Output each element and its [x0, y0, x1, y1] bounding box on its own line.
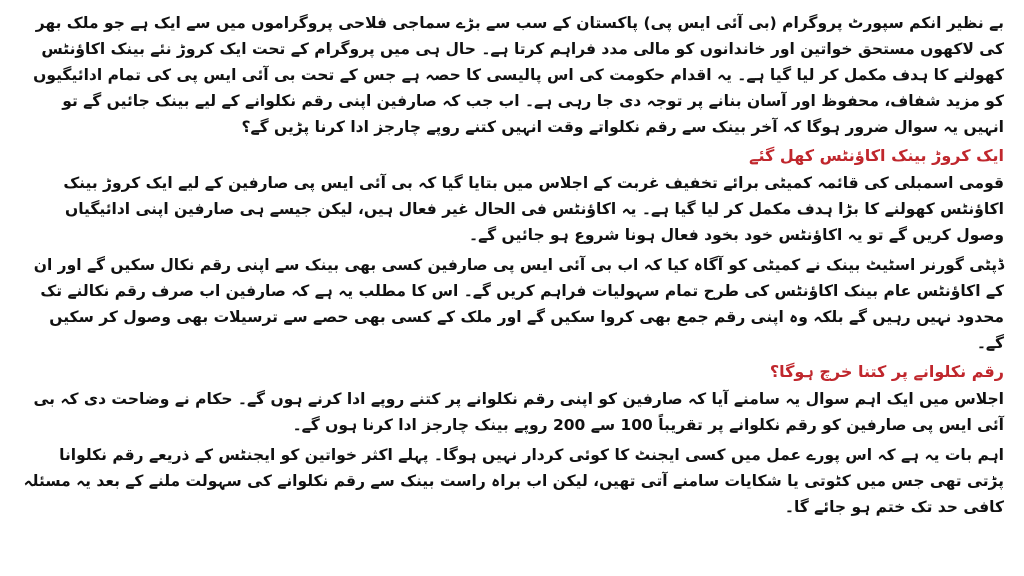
section-heading-withdrawal-cost: رقم نکلوانے پر کتنا خرچ ہوگا؟	[769, 362, 1004, 381]
article	[18, 10, 1004, 524]
intro-paragraph: بے نظیر انکم سپورٹ پروگرام (بی آئی ایس پی) پاکستان کے سب سے بڑے سماجی فلاحی پروگراموں میں سے ایک ہے جو ملک بھر کی لاکھوں مستحق خواتین اور خاندانوں کو مالی مدد فراہم کرتا ہے۔ حال ہی میں پروگرام کے تحت ایک کروڑ نئے بینک اکاؤنٹس کھولنے کا ہدف مکمل کر لیا گیا ہے۔ یہ اقدام حکومت کی اس پالیسی کا حصہ ہے جس کے تحت بی آئی ایس پی کی تمام ادائیگیوں کو مزید شفاف، محفوظ اور آسان بنانے پر توجہ دی جا رہی ہے۔ اب جب کہ صارفین اپنی رقم نکلوانے کے لیے بینک جائیں گے تو انہیں یہ سوال ضرور ہوگا کہ آخر بینک سے رقم نکلواتے وقت انہیں کتنے روپے چارجز ادا کرنا پڑیں گے؟	[33, 14, 1004, 136]
charges-paragraph: اجلاس میں ایک اہم سوال یہ سامنے آیا کہ صارفین کو اپنی رقم نکلوانے پر کتنے روپے ادا کرنے ہوں گے۔ حکام نے وضاحت دی کہ بی آئی ایس پی صارفین کو رقم نکلوانے پر تقریباً 100 سے 200 روپے بینک چارجز ادا کرنا ہوں گے۔	[33, 390, 1004, 434]
no-agent-paragraph: اہم بات یہ ہے کہ اس پورے عمل میں کسی ایجنٹ کا کوئی کردار نہیں ہوگا۔ پہلے اکثر خواتین کو ایجنٹس کے ذریعے رقم نکلوانا پڑتی تھی جس میں کٹوتی یا شکایات سامنے آتی تھیں، لیکن اب براہ راست بینک سے رقم نکلوانے کی سہولت ملنے کے بعد یہ مسئلہ کافی حد تک ختم ہو جائے گا۔	[23, 446, 1004, 516]
section-heading-accounts-opened: ایک کروڑ بینک اکاؤنٹس کھل گئے	[749, 146, 1004, 165]
deputy-governor-paragraph: ڈپٹی گورنر اسٹیٹ بینک نے کمیٹی کو آگاہ کیا کہ اب بی آئی ایس پی صارفین کسی بھی بینک سے اپنی رقم نکال سکیں گے اور ان کے اکاؤنٹس عام بینک اکاؤنٹس کی طرح تمام سہولیات فراہم کریں گے۔ اس کا مطلب یہ ہے کہ صارفین اب صرف رقم نکالنے تک محدود نہیں رہیں گے بلکہ وہ اپنی رقم جمع بھی کروا سکیں گے اور ملک کے کسی بھی حصے سے ترسیلات بھی وصول کر سکیں گے۔	[33, 256, 1004, 352]
committee-paragraph: قومی اسمبلی کی قائمہ کمیٹی برائے تخفیف غربت کے اجلاس میں بتایا گیا کہ بی آئی ایس پی صارفین کے لیے ایک کروڑ بینک اکاؤنٹس کھولنے کا بڑا ہدف مکمل کر لیا گیا ہے۔ یہ اکاؤنٹس فی الحال غیر فعال ہیں، لیکن جیسے ہی صارفین اپنی ادائیگیاں وصول کریں گے تو یہ اکاؤنٹس خود بخود فعال ہونا شروع ہو جائیں گے۔	[63, 174, 1004, 244]
